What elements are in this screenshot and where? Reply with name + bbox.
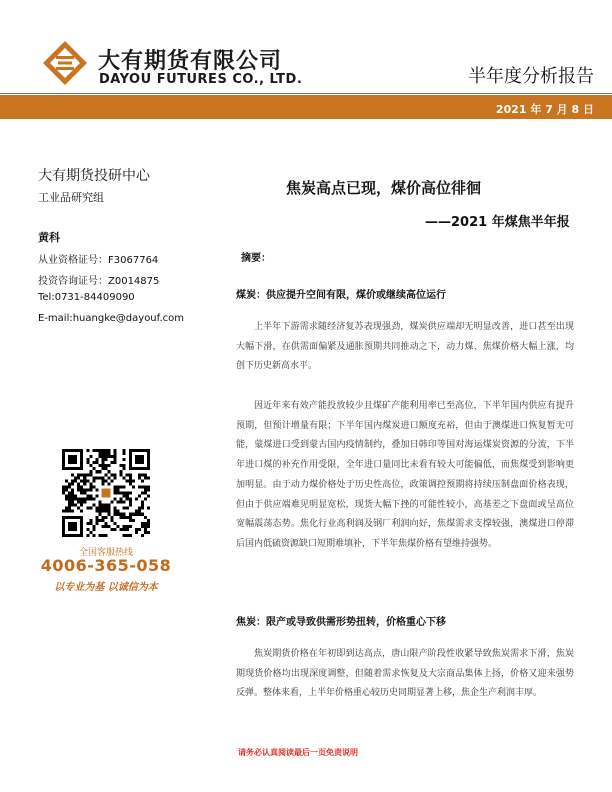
paragraph-coke-1: 焦炭期货价格在年初即到达高点，唐山限产阶段性收紧导致焦炭需求下滑，焦炭期现货价格均出现深度调整，但随着需求恢复及大宗商品集体上扬，价格又迎来强势反弹。整体来看，上半年价格重心较历史同期显著上移，焦企生产利润丰厚。 bbox=[236, 649, 574, 699]
company-logo-icon bbox=[42, 40, 88, 86]
section-heading-coke: 焦炭：限产或导致供需形势扭转，价格重心下移 bbox=[236, 617, 446, 628]
hotline-number: 4006-365-058 bbox=[40, 556, 172, 575]
report-type: 半年度分析报告 bbox=[468, 66, 594, 87]
research-center-name: 大有期货投研中心 bbox=[38, 168, 150, 184]
license-number: 从业资格证号：F3067764 bbox=[38, 255, 159, 266]
hotline-label: 全国客服热线 bbox=[78, 548, 133, 558]
abstract-label: 摘要： bbox=[241, 253, 271, 264]
section-heading-coal: 煤炭：供应提升空间有限，煤价或继续高位运行 bbox=[236, 290, 446, 301]
consulting-number: 投资咨询证号：Z0014875 bbox=[38, 276, 160, 287]
research-group-name: 工业品研究组 bbox=[38, 191, 104, 204]
telephone: Tel:0731-84409090 bbox=[38, 292, 135, 303]
disclaimer-link[interactable]: 请务必认真阅读最后一页免责说明 bbox=[238, 748, 358, 757]
header-divider bbox=[0, 93, 612, 94]
paragraph-coal-1: 上半年下游需求随经济复苏表现强劲，煤炭供应端却无明显改善，进口甚至出现大幅下滑，在供需面偏紧及通胀预期共同推动之下，动力煤、焦煤价格大幅上涨，均创下历史新高水平。 bbox=[236, 322, 574, 372]
report-title: 焦炭高点已现，煤价高位徘徊 bbox=[286, 179, 482, 197]
company-name-en: DAYOU FUTURES CO., LTD. bbox=[99, 72, 303, 87]
company-name-cn: 大有期货有限公司 bbox=[98, 49, 283, 74]
email-link[interactable]: E-mail:huangke@dayouf.com bbox=[38, 313, 184, 324]
analyst-name: 黄科 bbox=[38, 231, 60, 244]
company-slogan: 以专业为基 以诚信为本 bbox=[54, 582, 158, 593]
report-subtitle: ——2021 年煤焦半年报 bbox=[425, 215, 570, 230]
paragraph-coal-2: 因近年来有效产能投放较少且煤矿产能利用率已至高位，下半年国内供应有提升预期，但预计增量有限；下半年国内煤炭进口额度充裕，但由于澳煤进口恢复暂无可能，蒙煤进口受到蒙古国内疫情制约，叠加日韩印等国对海运煤炭资源的分流，下半年进口煤的补充作用受限，全年进口量同比未看有较大可能偏低，而焦煤受到影响更加明显。由于动力煤价格处于历史性高位，政策调控预期将持续压制盘面价格表现，但由于供应端难见明显宽松，现货大幅下挫的可能性较小，高基差之下盘面或呈高位宽幅震荡态势。焦化行业高利润及钢厂利润向好，焦煤需求支撑较强，澳煤进口停滞后国内低硫资源缺口短期难填补，下半年焦煤价格有望维持强势。 bbox=[236, 401, 574, 549]
qr-code-icon bbox=[62, 449, 150, 537]
report-date: 2021 年 7 月 8 日 bbox=[495, 103, 594, 116]
